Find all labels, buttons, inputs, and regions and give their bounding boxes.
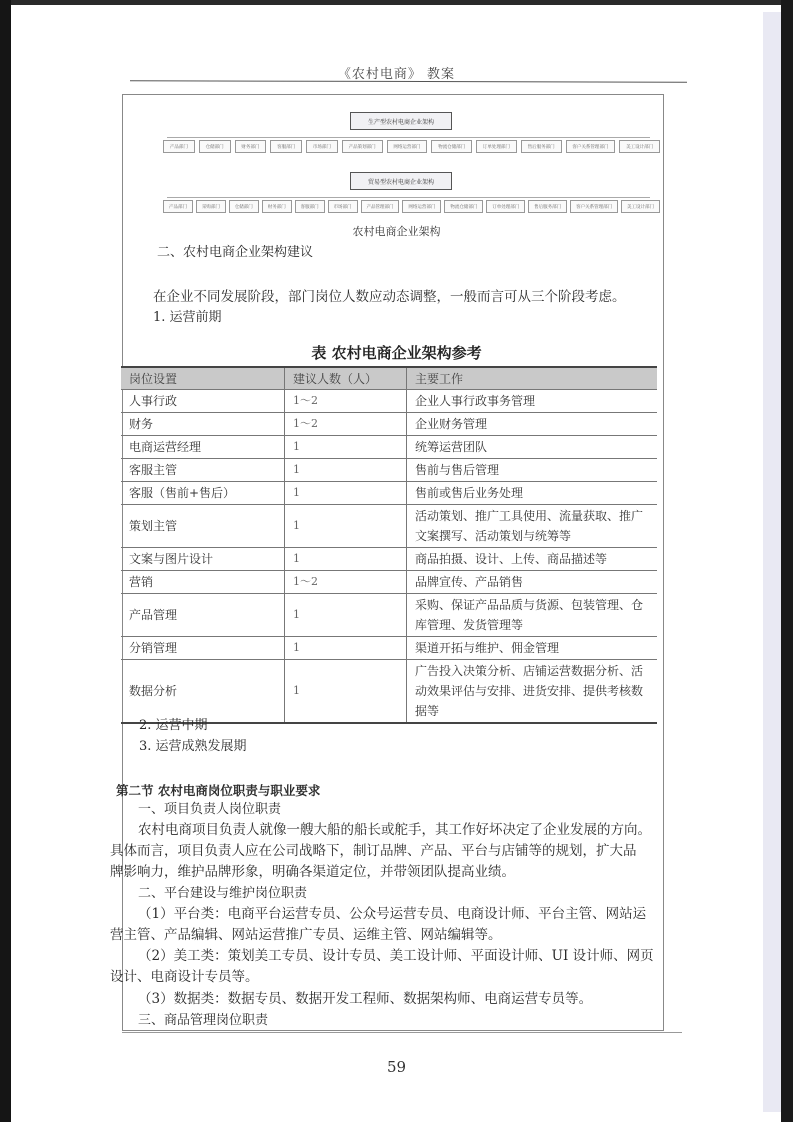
cell-position: 文案与图片设计 (121, 548, 285, 571)
org-dept: 产品策划部门 (342, 140, 383, 153)
org-dept: 仓储部门 (199, 140, 231, 153)
org-connector (167, 137, 650, 138)
cell-duty: 售前或售后业务处理 (407, 482, 658, 505)
org-dept: 订单处理部门 (486, 200, 525, 213)
table-row (121, 436, 657, 459)
org-dept: 物流仓储部门 (444, 200, 483, 213)
scan-edge-left (0, 0, 11, 1122)
table-row (121, 571, 657, 594)
org-departments (163, 140, 660, 153)
cell-position: 人事行政 (121, 390, 285, 413)
column-header: 岗位设置 (121, 367, 285, 390)
cell-duty: 统筹运营团队 (407, 436, 658, 459)
cell-count: 1 (285, 660, 407, 724)
table-row (121, 459, 657, 482)
cell-count: 1 (285, 548, 407, 571)
org-chart-trade (160, 172, 660, 220)
cell-duty: 售前与售后管理 (407, 459, 658, 482)
cell-duty: 渠道开拓与维护、佣金管理 (407, 637, 658, 660)
org-chart-production (160, 112, 660, 156)
org-dept: 网络运营部门 (387, 140, 428, 153)
position-reference-table (121, 366, 657, 724)
table-row (121, 413, 657, 436)
org-dept: 市场部门 (306, 140, 338, 153)
org-departments (163, 200, 660, 213)
table-row (121, 548, 657, 571)
paragraph-line: （3）数据类：数据专员、数据开发工程师、数据架构师、电商运营专员等。 (138, 991, 593, 1007)
cell-count: 1 (285, 594, 407, 637)
table-row (121, 660, 657, 724)
table-header-row (121, 367, 657, 390)
org-dept: 美工设计部门 (619, 140, 660, 153)
cell-duty: 采购、保证产品品质与货源、包装管理、仓库管理、发货管理等 (407, 594, 658, 637)
org-dept: 客户关系管理部门 (570, 200, 618, 213)
org-dept: 物流仓储部门 (431, 140, 472, 153)
table-title: 表 农村电商企业架构参考 (311, 344, 482, 362)
cell-position: 产品管理 (121, 594, 285, 637)
org-dept: 产品部门 (163, 200, 193, 213)
org-dept: 财务部门 (262, 200, 292, 213)
cell-duty: 品牌宣传、产品销售 (407, 571, 658, 594)
org-dept: 仓储部门 (229, 200, 259, 213)
paragraph-line: 营主管、产品编辑、网站运营推广专员、运维主管、网站编辑等。 (110, 927, 502, 943)
org-dept: 客户关系管理部门 (566, 140, 616, 153)
stage-item: 2. 运营中期 (139, 718, 208, 733)
paragraph-line: 牌影响力，维护品牌形象，明确各渠道定位，并带领团队提高业绩。 (110, 864, 515, 880)
cell-duty: 活动策划、推广工具使用、流量获取、推广文案撰写、活动策划与统筹等 (407, 505, 658, 548)
scan-edge-top (0, 0, 793, 5)
org-chart-title: 生产型农村电商企业架构 (350, 112, 452, 130)
org-dept: 客服部门 (270, 140, 302, 153)
subsection-heading: 三、商品管理岗位职责 (138, 1013, 269, 1028)
cell-count: 1～2 (285, 413, 407, 436)
table-row (121, 482, 657, 505)
org-connector (167, 197, 650, 198)
cell-position: 电商运营经理 (121, 436, 285, 459)
cell-duty: 企业人事行政事务管理 (407, 390, 658, 413)
paragraph-line: 具体而言，项目负责人应在公司战略下，制订品牌、产品、平台与店铺等的规划，扩大品 (110, 843, 637, 859)
table-row (121, 390, 657, 413)
cell-position: 客服主管 (121, 459, 285, 482)
paragraph-line: （1）平台类：电商平台运营专员、公众号运营专员、电商设计师、平台主管、网站运 (138, 906, 647, 922)
org-dept: 网络运营部门 (402, 200, 441, 213)
org-dept: 产品管理部门 (361, 200, 400, 213)
org-dept: 售后服务部门 (521, 140, 562, 153)
cell-count: 1 (285, 505, 407, 548)
section-heading: 二、农村电商企业架构建议 (157, 245, 314, 260)
cell-position: 客服（售前+售后） (121, 482, 285, 505)
org-chart-title: 贸易型农村电商企业架构 (350, 172, 452, 190)
paragraph-line: 农村电商项目负责人就像一艘大船的船长或舵手，其工作好坏决定了企业发展的方向。 (138, 822, 651, 838)
cell-count: 1 (285, 459, 407, 482)
stage-item: 1. 运营前期 (153, 310, 222, 325)
page-number: 59 (386, 1058, 407, 1076)
subsection-heading: 二、平台建设与维护岗位职责 (138, 886, 308, 901)
cell-position: 营销 (121, 571, 285, 594)
org-dept: 产品部门 (163, 140, 195, 153)
column-header: 主要工作 (407, 367, 658, 390)
scan-edge-right-dark (781, 0, 793, 1122)
org-dept: 售后服务部门 (528, 200, 567, 213)
table-row (121, 505, 657, 548)
cell-position: 财务 (121, 413, 285, 436)
org-dept: 采购部门 (196, 200, 226, 213)
stage-item: 3. 运营成熟发展期 (139, 739, 247, 754)
cell-count: 1～2 (285, 390, 407, 413)
cell-duty: 商品拍摄、设计、上传、商品描述等 (407, 548, 658, 571)
running-header: 《农村电商》 教案 (337, 67, 456, 82)
column-header: 建议人数（人） (285, 367, 407, 390)
org-dept: 美工设计部门 (621, 200, 660, 213)
section-title: 第二节 农村电商岗位职责与职业要求 (116, 783, 321, 798)
scan-edge-right-light (763, 12, 781, 1112)
frame-bottom-rule (122, 1032, 682, 1033)
cell-position: 分销管理 (121, 637, 285, 660)
subsection-heading: 一、项目负责人岗位职责 (138, 802, 282, 817)
cell-duty: 企业财务管理 (407, 413, 658, 436)
table-row (121, 594, 657, 637)
org-dept: 市场部门 (328, 200, 358, 213)
cell-duty: 广告投入决策分析、店铺运营数据分析、活动效果评估与安排、进货安排、提供考核数据等 (407, 660, 658, 724)
intro-paragraph: 在企业不同发展阶段，部门岗位人数应动态调整，一般而言可从三个阶段考虑。 (153, 289, 626, 305)
paragraph-line: （2）美工类：策划美工专员、设计专员、美工设计师、平面设计师、UI 设计师、网页 (138, 948, 654, 964)
org-dept: 订单处理部门 (476, 140, 517, 153)
cell-count: 1 (285, 436, 407, 459)
cell-count: 1 (285, 482, 407, 505)
org-dept: 客服部门 (295, 200, 325, 213)
cell-count: 1 (285, 637, 407, 660)
cell-position: 数据分析 (121, 660, 285, 724)
paragraph-line: 设计、电商设计专员等。 (110, 969, 259, 985)
cell-count: 1～2 (285, 571, 407, 594)
table-row (121, 637, 657, 660)
cell-position: 策划主管 (121, 505, 285, 548)
figure-caption: 农村电商企业架构 (352, 225, 441, 238)
org-dept: 财务部门 (235, 140, 267, 153)
